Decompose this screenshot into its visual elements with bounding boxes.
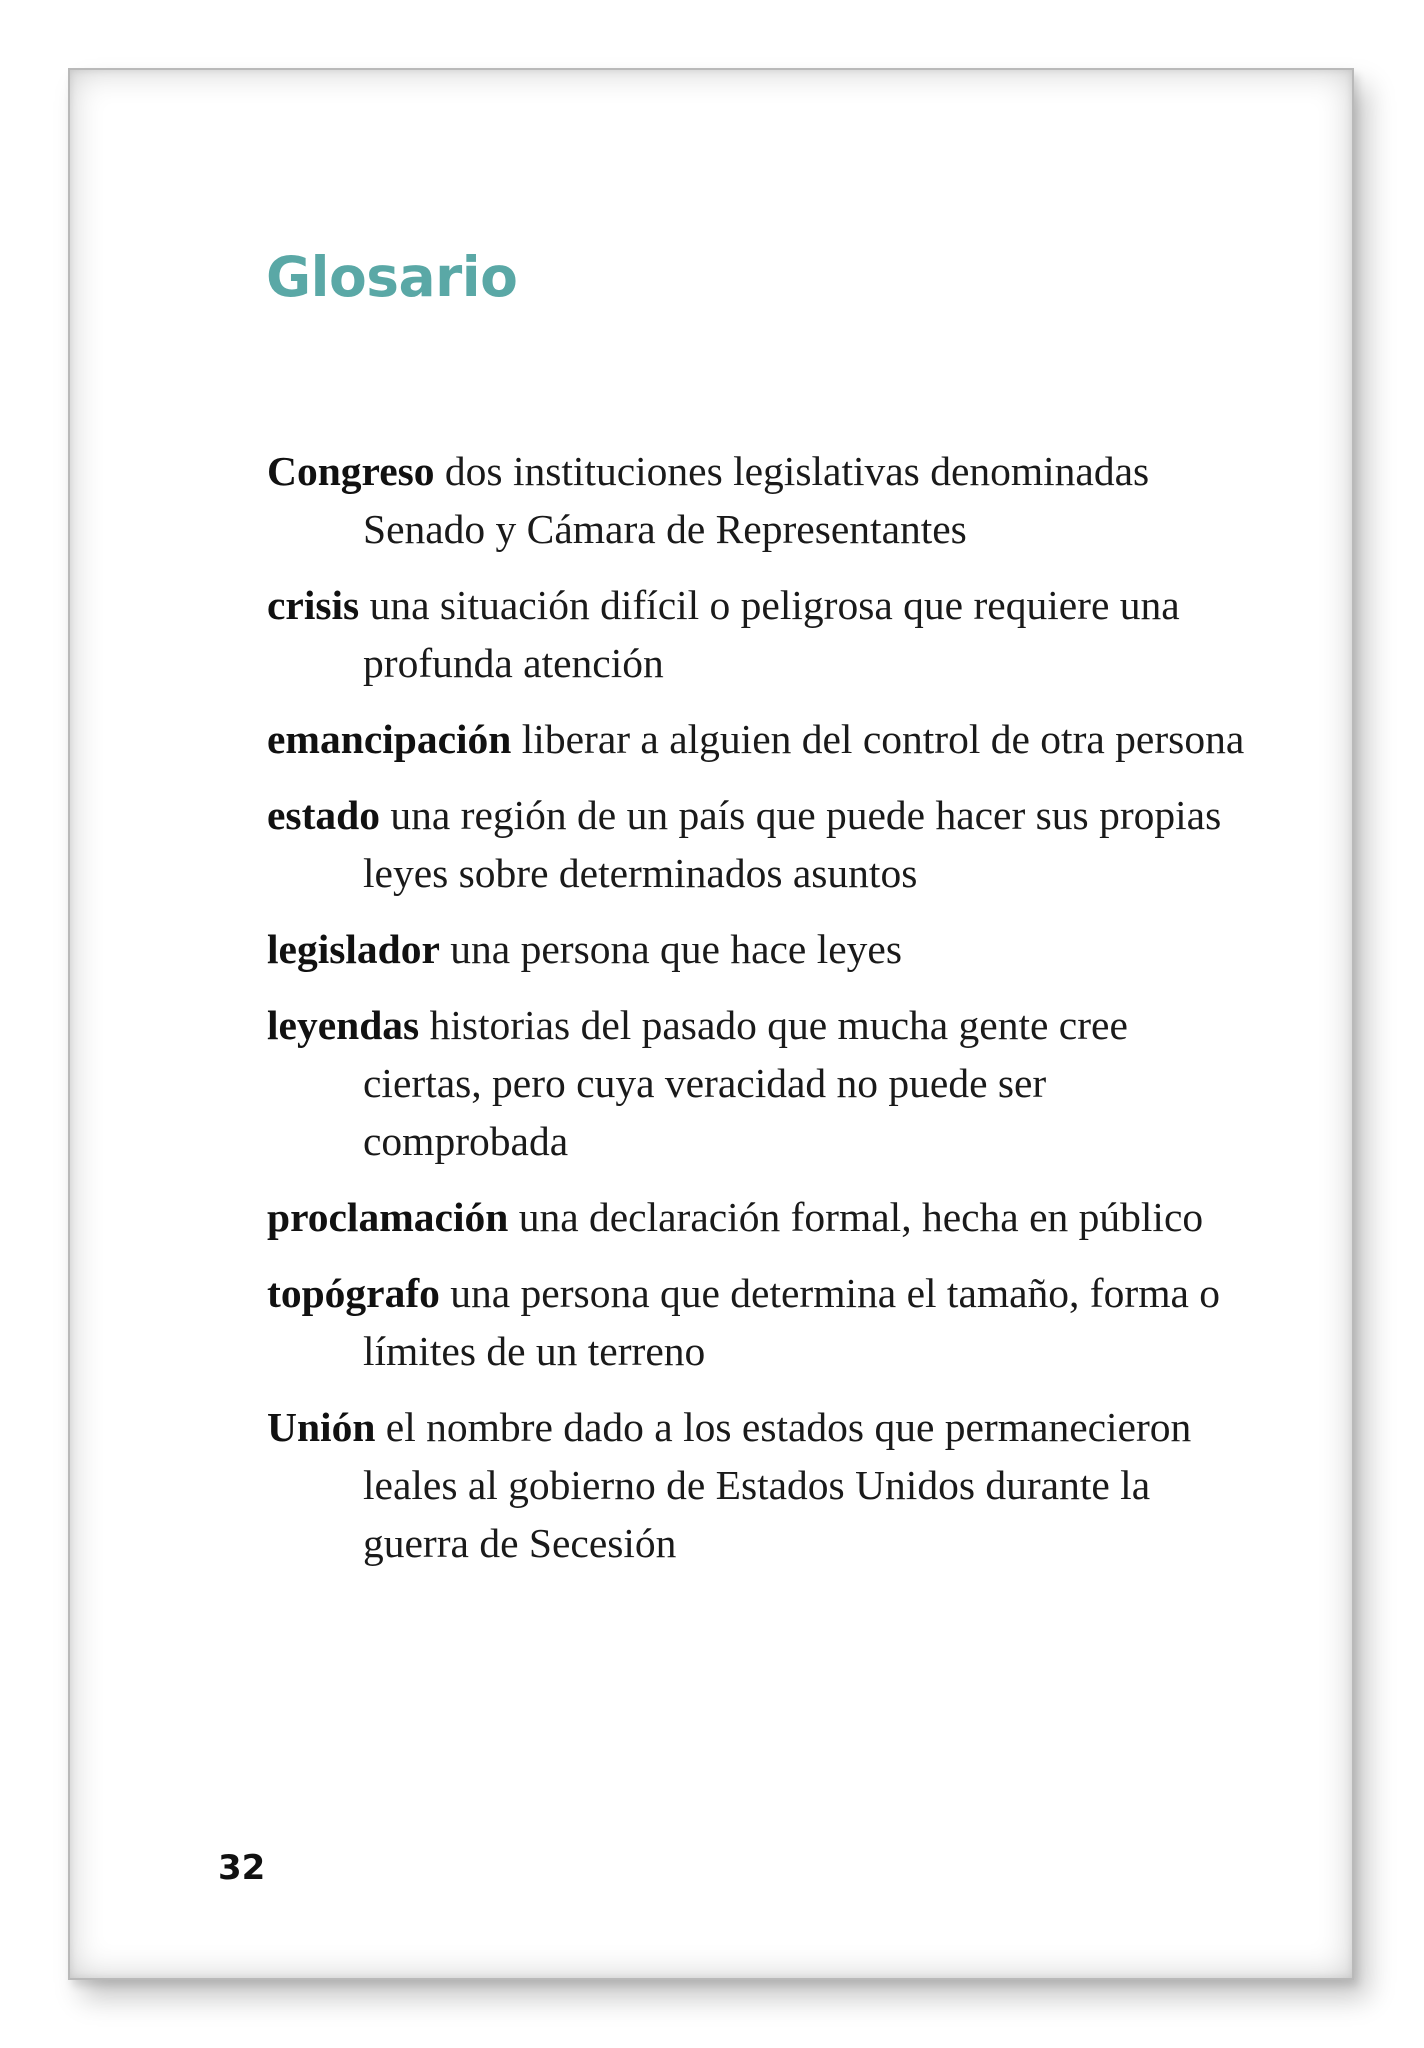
glossary-term: proclamación <box>267 1194 509 1240</box>
glossary-definition: liberar a alguien del control de otra persona <box>521 716 1245 762</box>
glossary-definition: una persona que hace leyes <box>450 926 902 972</box>
glossary-definition: una persona que determina el tamaño, forma o límites de un terreno <box>363 1270 1221 1374</box>
glossary-definition: una declaración formal, hecha en público <box>518 1194 1204 1240</box>
glossary-term: emancipación <box>267 716 512 762</box>
glossary-entry <box>267 576 1247 692</box>
glossary-term: crisis <box>267 582 360 628</box>
glossary-definition: una situación difícil o peligrosa que requiere una profunda atención <box>363 582 1180 686</box>
glossary-entry <box>267 1264 1247 1380</box>
glossary-entry <box>267 442 1247 558</box>
glossary-term: Unión <box>267 1404 376 1450</box>
glossary-entry <box>267 710 1247 768</box>
book-page <box>68 68 1354 1980</box>
glossary-entry <box>267 996 1247 1170</box>
glossary-term: estado <box>267 792 380 838</box>
glossary-list <box>267 442 1247 1590</box>
glossary-definition: historias del pasado que mucha gente cree ciertas, pero cuya veracidad no puede ser comprobada <box>363 1002 1128 1164</box>
glossary-definition: el nombre dado a los estados que permanecieron leales al gobierno de Estados Unidos durante la guerra de Secesión <box>363 1404 1192 1566</box>
glossary-definition: una región de un país que puede hacer sus propias leyes sobre determinados asuntos <box>363 792 1222 896</box>
glossary-definition: dos instituciones legislativas denominadas Senado y Cámara de Representantes <box>363 448 1150 552</box>
glossary-entry <box>267 786 1247 902</box>
page-title: Glosario <box>266 245 518 309</box>
glossary-term: topógrafo <box>267 1270 440 1316</box>
glossary-entry <box>267 920 1247 978</box>
page-number: 32 <box>218 1848 266 1888</box>
glossary-entry <box>267 1398 1247 1572</box>
glossary-entry <box>267 1188 1247 1246</box>
glossary-term: leyendas <box>267 1002 420 1048</box>
glossary-term: Congreso <box>267 448 435 494</box>
glossary-term: legislador <box>267 926 440 972</box>
